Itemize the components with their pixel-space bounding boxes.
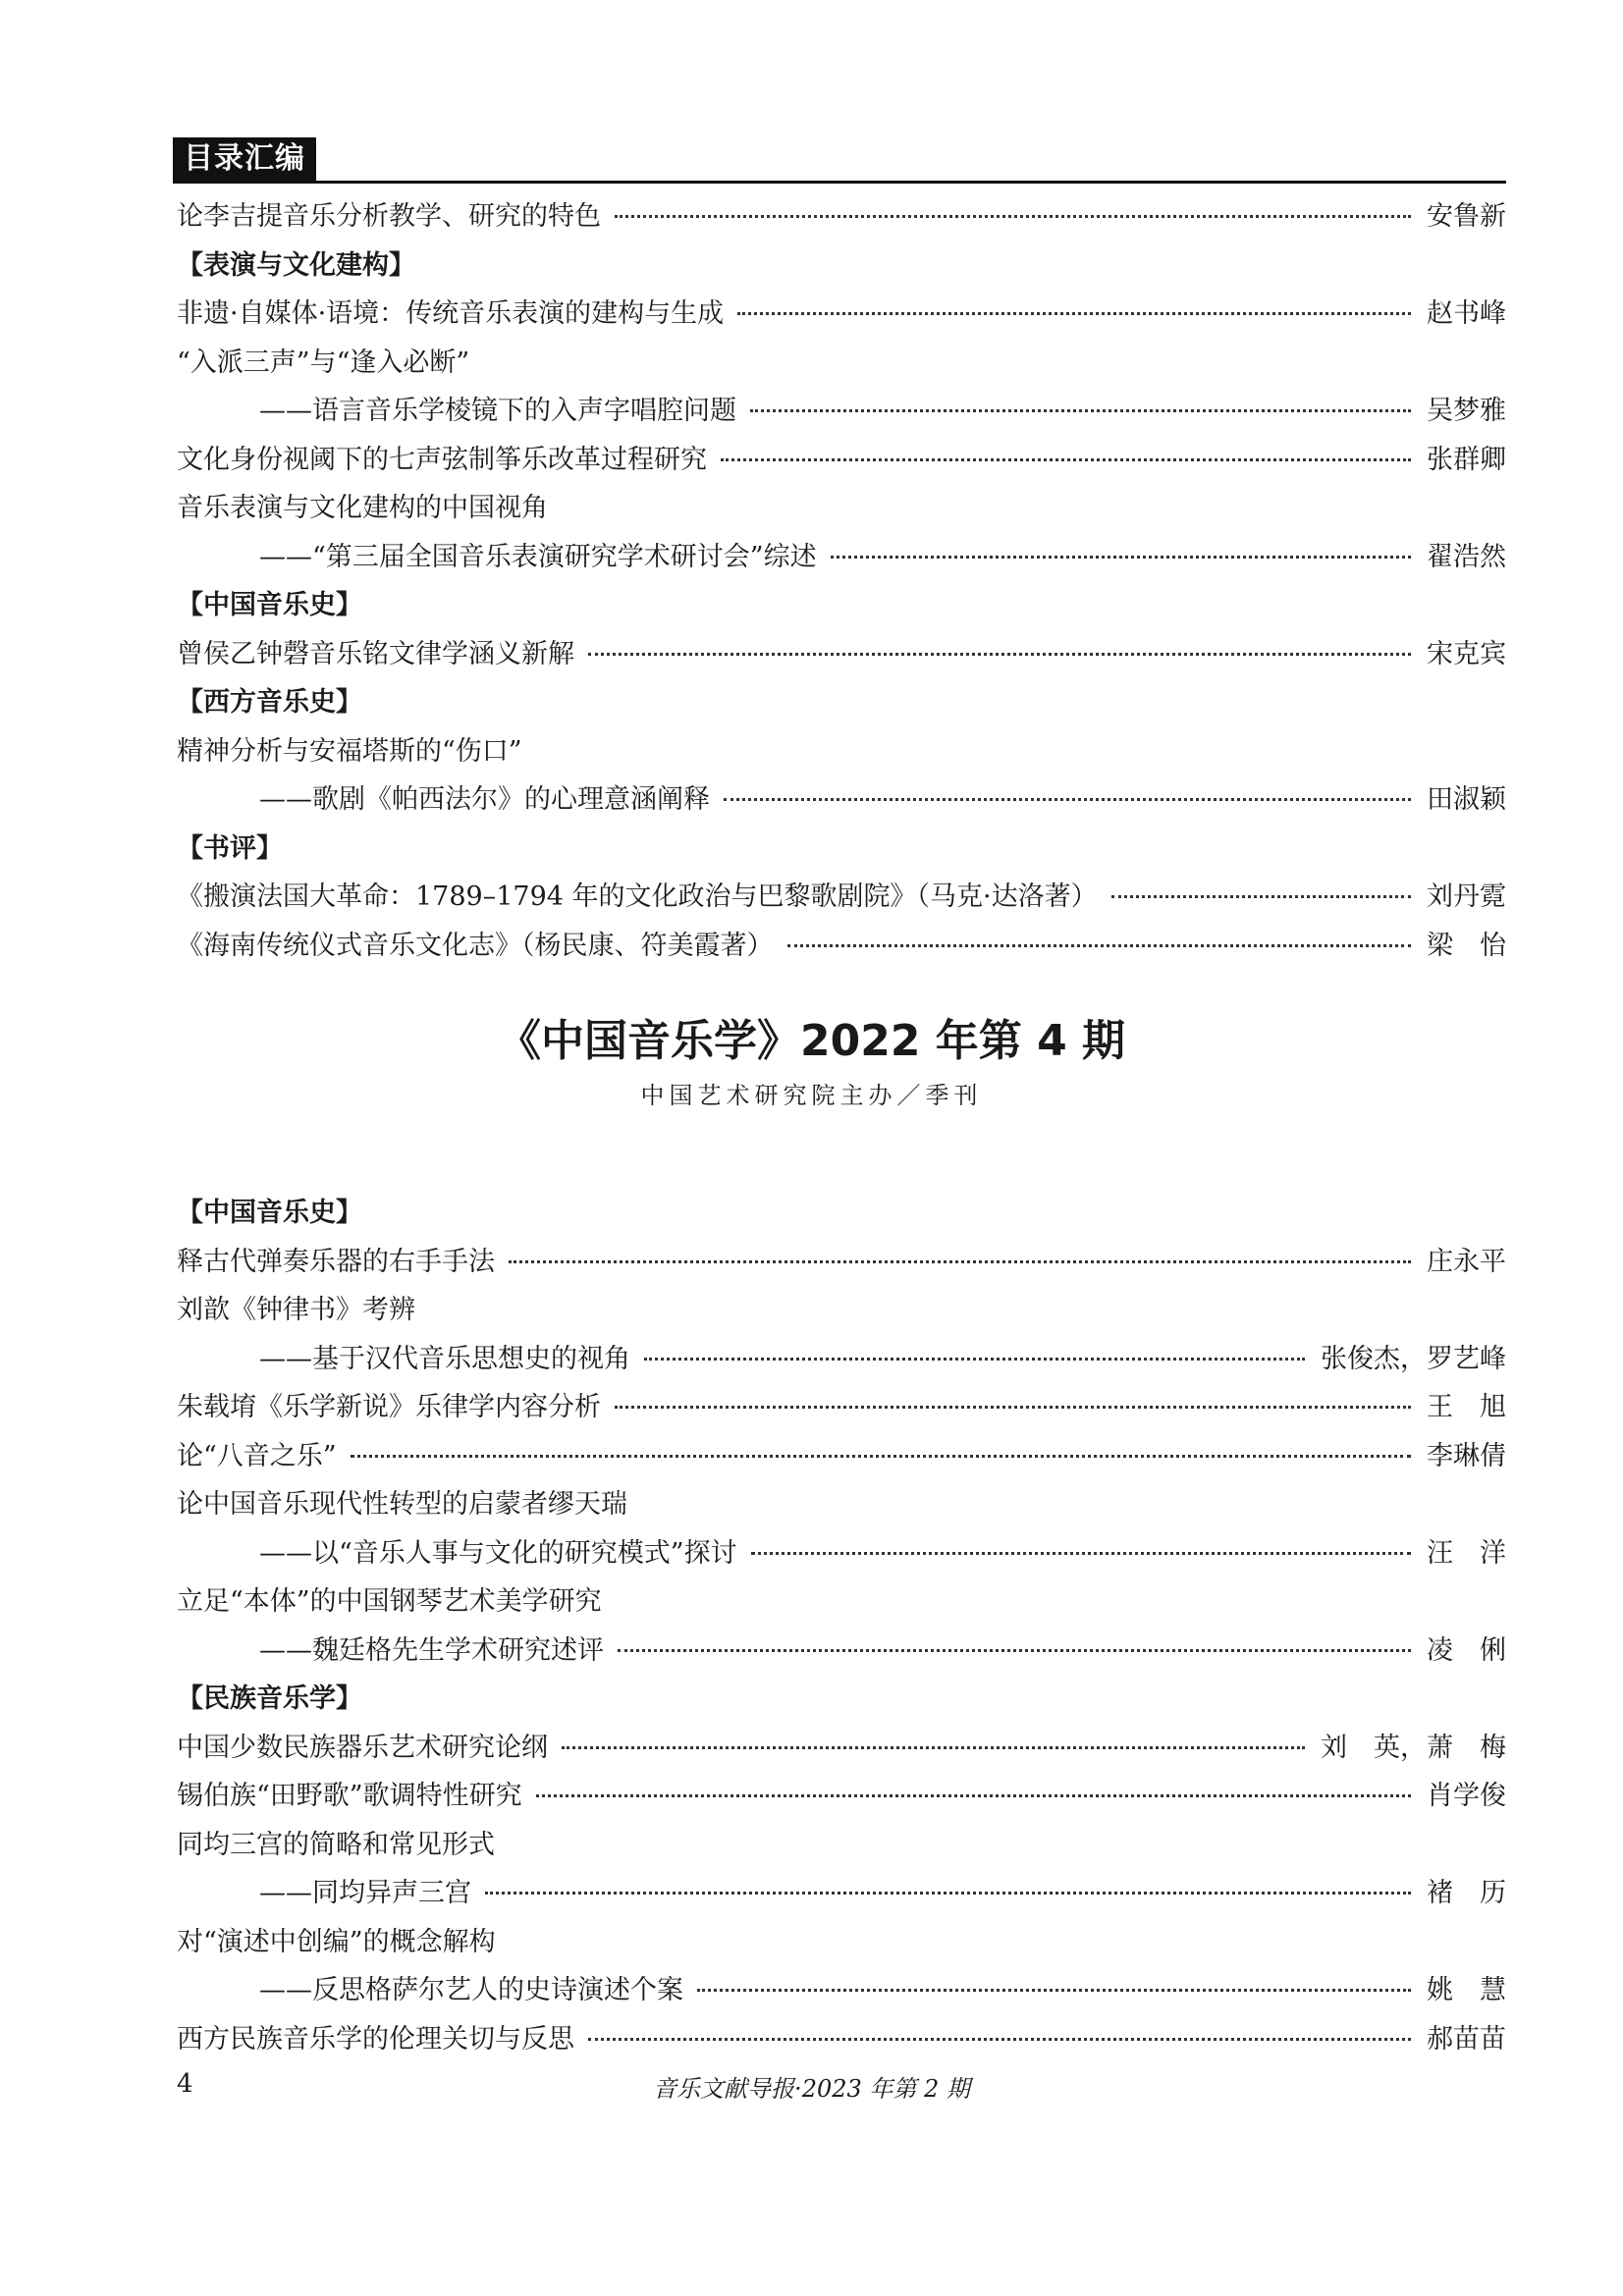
toc-entry-author: 庄永平 xyxy=(1427,1246,1506,1277)
toc-entry-author: 宋克宾 xyxy=(1427,638,1506,669)
toc-category-heading: 【表演与文化建构】 xyxy=(177,249,415,281)
toc-title-line xyxy=(177,484,1506,533)
dot-leader xyxy=(615,1405,1411,1409)
toc-entry xyxy=(177,1772,1506,1821)
toc-title-line xyxy=(177,727,1506,776)
toc-category-heading: 【中国音乐史】 xyxy=(177,1198,362,1228)
toc-entry xyxy=(177,1627,1506,1676)
toc-first-block xyxy=(177,192,1506,970)
dot-leader xyxy=(737,311,1411,315)
toc-entry-author: 翟浩然 xyxy=(1427,541,1506,572)
issue-title: 《中国音乐学》2022 年第 4 期 xyxy=(497,1016,1126,1066)
toc-entry xyxy=(177,192,1506,241)
toc-entry xyxy=(177,775,1506,825)
toc-entry-author: 吴梦雅 xyxy=(1427,396,1506,426)
toc-entry-title: 论“八音之乐” xyxy=(177,1440,337,1471)
toc-entry-author: 张群卿 xyxy=(1427,444,1506,475)
toc-entry xyxy=(177,387,1506,436)
dot-leader xyxy=(588,2037,1411,2041)
header-rule xyxy=(173,181,1506,184)
running-footer: 音乐文献导报·2023 年第 2 期 xyxy=(653,2075,970,2103)
dot-leader xyxy=(697,1988,1411,1992)
toc-entry xyxy=(177,1966,1506,2015)
toc-title-line xyxy=(177,1286,1506,1335)
toc-entry xyxy=(177,1529,1506,1578)
toc-entry xyxy=(177,290,1506,339)
toc-entry-title: 刘歆《钟律书》考辨 xyxy=(177,1295,415,1325)
toc-title-line xyxy=(177,1577,1506,1627)
toc-entry-title: 音乐表演与文化建构的中国视角 xyxy=(177,493,548,523)
toc-entry-author: 张俊杰，罗艺峰 xyxy=(1321,1343,1506,1374)
toc-entry-subtitle: ——反思格萨尔艺人的史诗演述个案 xyxy=(259,1975,683,2005)
dot-leader xyxy=(1111,894,1411,898)
toc-entry xyxy=(177,922,1506,971)
toc-entry-subtitle: ——基于汉代音乐思想史的视角 xyxy=(259,1343,630,1374)
dot-leader xyxy=(618,1648,1411,1652)
toc-entry xyxy=(177,1335,1506,1384)
dot-leader xyxy=(351,1454,1411,1458)
toc-entry-author: 安鲁新 xyxy=(1427,201,1506,232)
dot-leader xyxy=(644,1357,1305,1361)
toc-entry-title: 朱载堉《乐学新说》乐律学内容分析 xyxy=(177,1392,601,1422)
toc-entry-author: 姚 慧 xyxy=(1427,1975,1506,2005)
toc-entry-author: 郝苗苗 xyxy=(1427,2023,1506,2055)
toc-entry-title: 中国少数民族器乐艺术研究论纲 xyxy=(177,1732,548,1763)
toc-entry-subtitle: ——歌剧《帕西法尔》的心理意涵阐释 xyxy=(259,784,710,815)
toc-entry-author: 凌 俐 xyxy=(1427,1634,1506,1666)
toc-entry-title: 文化身份视阈下的七声弦制筝乐改革过程研究 xyxy=(177,444,707,475)
toc-title-line xyxy=(177,339,1506,388)
dot-leader xyxy=(588,652,1411,656)
toc-entry-title: 精神分析与安福塔斯的“伤口” xyxy=(177,735,522,767)
toc-entry-author: 赵书峰 xyxy=(1427,298,1506,329)
toc-entry-author: 褚 历 xyxy=(1427,1878,1506,1908)
toc-entry-title: 西方民族音乐学的伦理关切与反思 xyxy=(177,2023,574,2055)
toc-entry xyxy=(177,436,1506,485)
dot-leader xyxy=(509,1259,1411,1263)
toc-entry xyxy=(177,1432,1506,1481)
dot-leader xyxy=(751,1551,1411,1555)
dot-leader xyxy=(536,1793,1411,1797)
toc-entry xyxy=(177,1383,1506,1432)
toc-entry-title: “入派三声”与“逢入必断” xyxy=(177,347,470,378)
dot-leader xyxy=(831,555,1411,559)
toc-entry xyxy=(177,1724,1506,1773)
toc-entry-author: 刘 英，萧 梅 xyxy=(1321,1732,1506,1763)
dot-leader xyxy=(787,943,1412,947)
dot-leader xyxy=(721,457,1411,461)
toc-entry xyxy=(177,1869,1506,1918)
toc-entry xyxy=(177,630,1506,679)
toc-entry-author: 王 旭 xyxy=(1427,1392,1506,1422)
section-header xyxy=(173,137,1506,184)
toc-entry-title: 非遗·自媒体·语境：传统音乐表演的建构与生成 xyxy=(177,298,725,329)
toc-entry xyxy=(177,2015,1506,2064)
toc-second-block xyxy=(177,1189,1506,2063)
toc-category-heading: 【书评】 xyxy=(177,832,283,864)
toc-entry-title: 释古代弹奏乐器的右手手法 xyxy=(177,1246,495,1277)
toc-entry-title: 论中国音乐现代性转型的启蒙者缪天瑞 xyxy=(177,1489,627,1520)
toc-category-heading: 【中国音乐史】 xyxy=(177,590,362,620)
dot-leader xyxy=(562,1745,1305,1749)
dot-leader xyxy=(615,214,1411,218)
toc-entry-author: 刘丹霓 xyxy=(1427,881,1506,912)
toc-entry-subtitle: ——魏廷格先生学术研究述评 xyxy=(259,1634,604,1666)
toc-entry-author: 肖学俊 xyxy=(1427,1781,1506,1811)
toc-entry-author: 田淑颖 xyxy=(1427,784,1506,815)
toc-category-heading: 【西方音乐史】 xyxy=(177,687,362,718)
dot-leader xyxy=(750,408,1411,412)
issue-subtitle: 中国艺术研究院主办／季刊 xyxy=(640,1082,983,1109)
toc-entry-author: 梁 怡 xyxy=(1427,930,1506,961)
toc-entry-subtitle: ——以“音乐人事与文化的研究模式”探讨 xyxy=(259,1537,737,1569)
toc-entry xyxy=(177,1238,1506,1287)
toc-entry-author: 汪 洋 xyxy=(1427,1537,1506,1569)
toc-title-line xyxy=(177,1821,1506,1870)
toc-entry-subtitle: ——同均异声三宫 xyxy=(259,1878,471,1908)
section-label: 目录汇编 xyxy=(173,137,316,181)
toc-entry xyxy=(177,533,1506,582)
toc-title-line xyxy=(177,1480,1506,1529)
toc-entry-title: 对“演述中创编”的概念解构 xyxy=(177,1926,496,1957)
toc-entry-title: 《海南传统仪式音乐文化志》（杨民康、符美霞著） xyxy=(177,930,774,961)
toc-title-line xyxy=(177,1918,1506,1967)
toc-entry xyxy=(177,873,1506,922)
toc-entry-author: 李琳倩 xyxy=(1427,1440,1506,1471)
page-number: 4 xyxy=(177,2069,193,2099)
dot-leader xyxy=(485,1891,1411,1895)
dot-leader xyxy=(724,797,1411,801)
toc-entry-title: 曾侯乙钟磬音乐铭文律学涵义新解 xyxy=(177,638,574,669)
toc-entry-subtitle: ——“第三届全国音乐表演研究学术研讨会”综述 xyxy=(259,541,817,572)
toc-entry-title: 《搬演法国大革命：1789–1794 年的文化政治与巴黎歌剧院》（马克·达洛著） xyxy=(177,881,1098,912)
toc-entry-title: 论李吉提音乐分析教学、研究的特色 xyxy=(177,201,601,232)
toc-entry-title: 锡伯族“田野歌”歌调特性研究 xyxy=(177,1781,522,1811)
toc-category-heading: 【民族音乐学】 xyxy=(177,1683,362,1714)
toc-entry-subtitle: ——语言音乐学棱镜下的入声字唱腔问题 xyxy=(259,396,736,426)
toc-entry-title: 立足“本体”的中国钢琴艺术美学研究 xyxy=(177,1586,602,1617)
toc-entry-title: 同均三宫的简略和常见形式 xyxy=(177,1829,495,1860)
